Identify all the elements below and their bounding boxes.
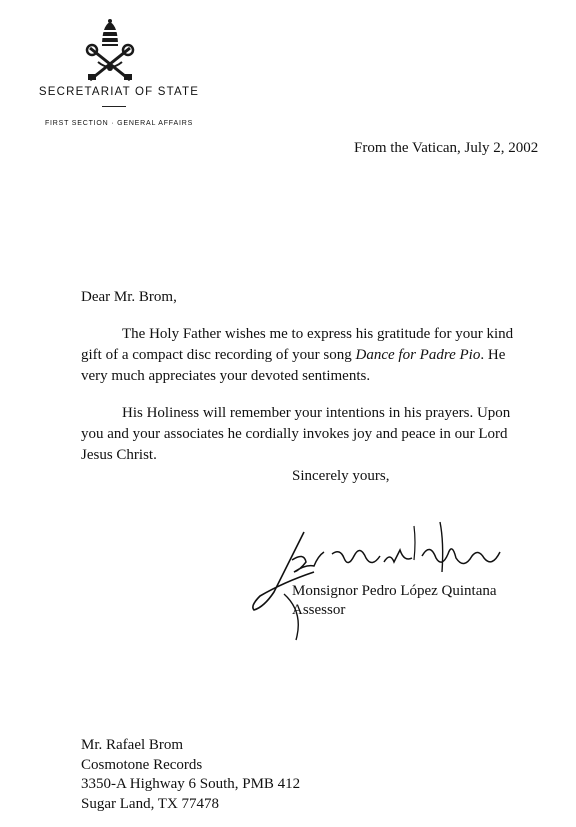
section-name: FIRST SECTION · GENERAL AFFAIRS [44, 120, 194, 127]
body-paragraph-2-text: His Holiness will remember your intentions in his prayers. Upon you and your associates he cordially invokes joy and peace in our Lord Jesus Christ. [81, 405, 511, 463]
salutation: Dear Mr. Brom, [81, 289, 177, 305]
recipient-company: Cosmotone Records [81, 756, 203, 773]
closing: Sincerely yours, [292, 468, 390, 484]
signer-name: Monsignor Pedro López Quintana [292, 583, 497, 599]
body-paragraph-2 [81, 403, 521, 466]
handwritten-signature [244, 512, 504, 642]
recipient-name: Mr. Rafael Brom [81, 737, 184, 753]
song-title: Dance for Padre Pio [355, 347, 481, 363]
body-paragraph-1-tail: . He very much appreciates your devoted sentiments. [81, 347, 506, 384]
papal-emblem-icon [84, 18, 136, 86]
recipient-address [81, 736, 300, 814]
recipient-street: 3350-A Highway 6 South, PMB 412 [81, 776, 301, 792]
signer-title: Assessor [292, 602, 346, 618]
body-paragraph-1-lead: The Holy Father wishes me to express his gratitude for your kind gift of a compact disc recording of your song [81, 326, 514, 363]
organization-name: SECRETARIAT OF STATE [38, 86, 200, 98]
dateline: From the Vatican, July 2, 2002 [354, 140, 539, 156]
letterhead-divider [102, 106, 126, 107]
recipient-city: Sugar Land, TX 77478 [81, 795, 220, 812]
body-paragraph-1 [81, 324, 521, 387]
